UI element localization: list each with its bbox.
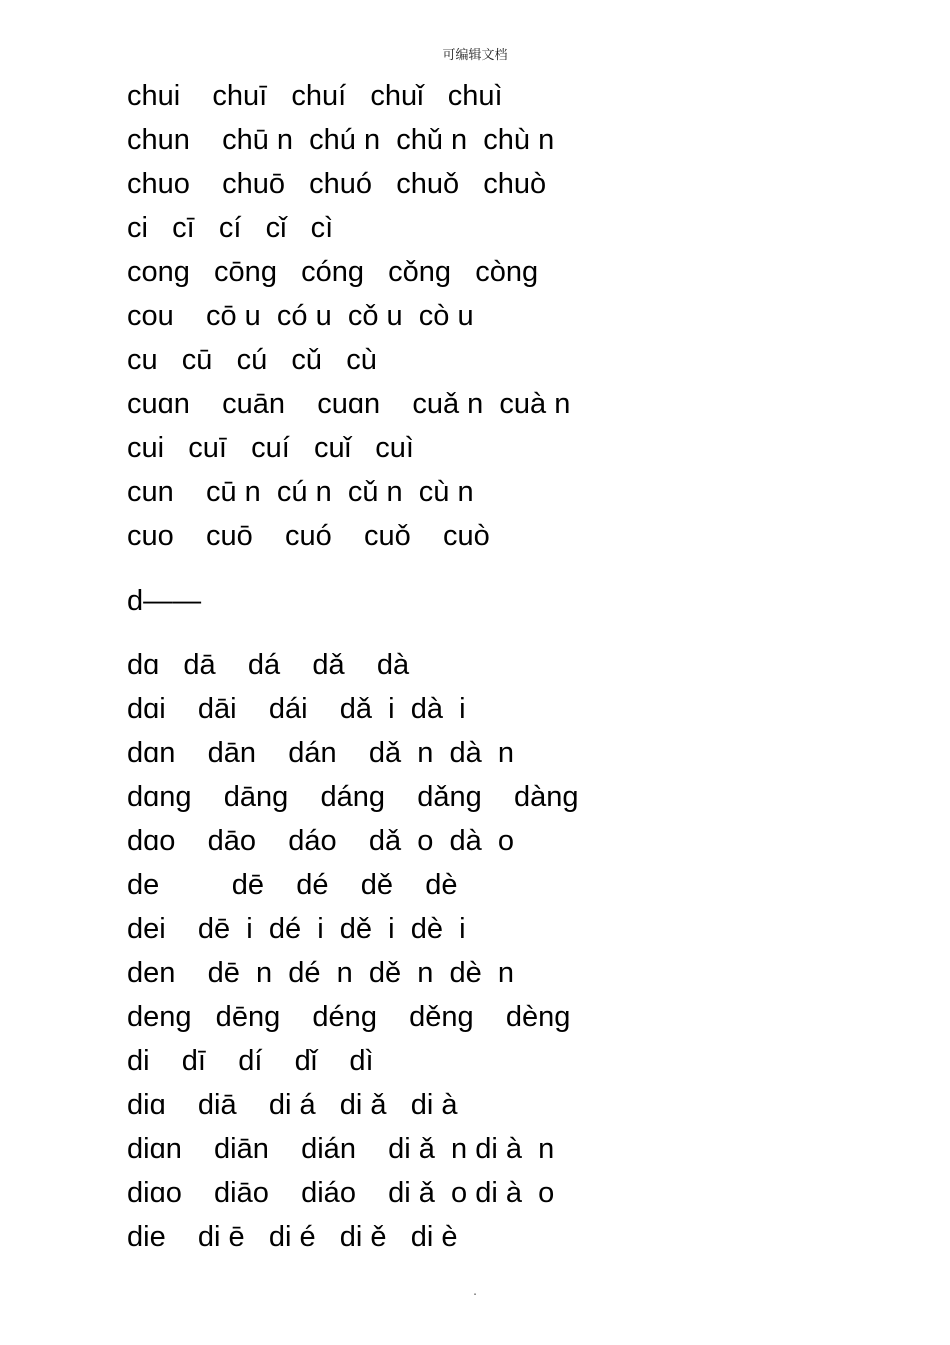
syllable-row-die: die di ē di é di ě di è [127,1221,458,1253]
syllable-row-cun: cun cū n cú n cǔ n cù n [127,476,474,508]
syllable-row-cuan: cuɑn cuān cuɑn cuǎ n cuà n [127,388,571,420]
syllable-row-di: di dī dí dǐ dì [127,1045,374,1077]
syllable-row-diao: diɑo diāo diáo di ǎ o di à o [127,1177,555,1209]
syllable-row-dei: dei dē i dé i dě i dè i [127,913,466,945]
syllable-row-deng: deng dēng déng děng dèng [127,1001,571,1033]
page-header: 可编辑文档 [442,48,508,63]
section-heading-d: d—— [127,585,202,617]
syllable-row-cu: cu cū cú cǔ cù [127,344,377,376]
syllable-row-dia: diɑ diā di á di ǎ di à [127,1089,458,1121]
syllable-row-chuo: chuo chuō chuó chuǒ chuò [127,168,547,200]
syllable-row-dang: dɑng dāng dáng dǎng dàng [127,781,579,813]
syllable-row-de: de dē dé dě dè [127,869,458,901]
syllable-row-chun: chun chū n chú n chǔ n chù n [127,124,555,156]
syllable-row-den: den dē n dé n dě n dè n [127,957,514,989]
syllable-row-cui: cui cuī cuí cuǐ cuì [127,432,414,464]
syllable-row-cou: cou cō u có u cǒ u cò u [127,300,474,332]
syllable-row-dao: dɑo dāo dáo dǎ o dà o [127,825,514,857]
syllable-row-dan: dɑn dān dán dǎ n dà n [127,737,514,769]
syllable-row-cong: cong cōng cóng cǒng còng [127,256,539,288]
syllable-row-chui: chui chuī chuí chuǐ chuì [127,80,503,112]
syllable-row-dian: diɑn diān dián di ǎ n di à n [127,1133,555,1165]
syllable-row-ci: ci cī cí cǐ cì [127,212,334,244]
syllable-row-dai: dɑi dāi dái dǎ i dà i [127,693,466,725]
syllable-row-cuo: cuo cuō cuó cuǒ cuò [127,520,490,552]
page-footer-mark: . [473,1284,477,1298]
syllable-row-da: dɑ dā dá dǎ dà [127,649,410,681]
